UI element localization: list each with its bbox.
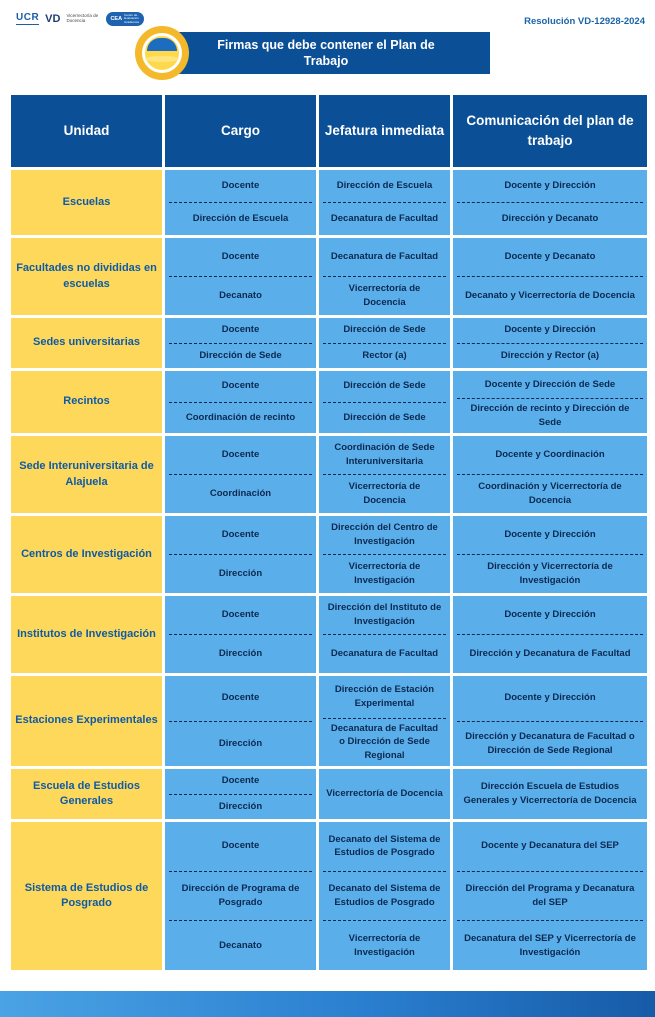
comunicacion-cell [453, 238, 647, 315]
cargo-entry: Coordinación de recinto [169, 402, 312, 434]
cargo-entry: Dirección [169, 794, 312, 820]
table-row [11, 822, 647, 970]
cargo-entry: Docente [221, 380, 260, 392]
unit-cell: Recintos [11, 371, 162, 433]
table-row [11, 238, 647, 315]
comunicacion-entry: Dirección y Vicerrectoría de Investigación [457, 554, 643, 593]
column-header-comunicacion: Comunicación del plan de trabajo [453, 95, 647, 167]
ucr-logo: UCR [16, 12, 40, 23]
comunicacion-entry: Docente y Decanato [504, 251, 596, 263]
jefatura-entry: Vicerrectoría de Investigación [323, 554, 446, 593]
cargo-entry: Decanato [169, 276, 312, 315]
comunicacion-entry: Dirección y Decanato [457, 202, 643, 235]
cargo-entry: Docente [221, 609, 260, 621]
jefatura-entry: Dirección del Centro de Investigación [331, 522, 438, 547]
title-banner [162, 32, 490, 74]
cea-logo-label: CEA [110, 16, 123, 22]
cargo-cell [165, 170, 316, 235]
table-row [11, 596, 647, 673]
unit-cell: Sedes universitarias [11, 318, 162, 368]
table-header-row [11, 95, 647, 167]
table-row [11, 769, 647, 819]
table-row [11, 371, 647, 433]
comunicacion-cell [453, 769, 647, 819]
table-row [11, 516, 647, 593]
column-header-unidad: Unidad [11, 95, 162, 167]
cargo-entry: Dirección [169, 721, 312, 767]
jefatura-entry: Dirección de Estación Experimental [334, 684, 435, 709]
jefatura-cell [319, 436, 450, 513]
jefatura-entry: Decanatura de Facultad [323, 202, 446, 235]
jefatura-entry: Dirección de Sede [343, 380, 426, 392]
cargo-cell [165, 822, 316, 970]
comunicacion-entry: Docente y Decanatura del SEP [481, 840, 619, 852]
jefatura-cell [319, 318, 450, 368]
vd-logo: VD [45, 13, 61, 25]
unit-cell: Escuela de Estudios Generales [11, 769, 162, 819]
table-row [11, 676, 647, 766]
cargo-entry: Decanato [169, 920, 312, 970]
graduation-cap-icon [135, 26, 189, 80]
signatures-table [8, 92, 650, 973]
cargo-entry: Docente [221, 251, 260, 263]
comunicacion-entry: Docente y Dirección [504, 609, 596, 621]
cargo-entry: Dirección [169, 554, 312, 593]
comunicacion-entry: Dirección Escuela de Estudios Generales y Vicerrectoría de Docencia [463, 781, 637, 806]
cargo-entry: Coordinación [169, 474, 312, 513]
comunicacion-entry: Dirección del Programa y Decanatura del SEP [457, 871, 643, 921]
jefatura-entry: Coordinación de Sede Interuniversitaria [334, 442, 435, 467]
vd-logo-text: Vicerrectoría de Docencia [66, 13, 99, 23]
jefatura-entry: Dirección de Sede [323, 402, 446, 434]
cargo-entry: Dirección de Programa de Posgrado [169, 871, 312, 921]
comunicacion-cell [453, 596, 647, 673]
page-title: Firmas que debe contener el Plan de Trabajo [217, 37, 435, 68]
unit-cell: Estaciones Experimentales [11, 676, 162, 766]
jefatura-entry: Vicerrectoría de Docencia [323, 474, 446, 513]
cargo-cell [165, 371, 316, 433]
table-row [11, 318, 647, 368]
cargo-cell [165, 516, 316, 593]
jefatura-cell [319, 596, 450, 673]
comunicacion-cell [453, 170, 647, 235]
cargo-cell [165, 596, 316, 673]
jefatura-entry: Dirección de Sede [343, 324, 426, 336]
cargo-entry: Docente [221, 692, 260, 704]
jefatura-entry: Dirección del Instituto de Investigación [327, 602, 442, 627]
unit-cell: Facultades no divididas en escuelas [11, 238, 162, 315]
comunicacion-cell [453, 516, 647, 593]
comunicacion-entry: Coordinación y Vicerrectoría de Docencia [457, 474, 643, 513]
cargo-entry: Docente [221, 840, 260, 852]
jefatura-entry: Decanato del Sistema de Estudios de Posgrado [323, 871, 446, 921]
comunicacion-entry: Docente y Dirección [504, 529, 596, 541]
jefatura-entry: Decanatura de Facultad o Dirección de Sede Regional [323, 718, 446, 766]
comunicacion-entry: Docente y Dirección [504, 324, 596, 336]
column-header-jefatura: Jefatura inmediata [319, 95, 450, 167]
comunicacion-entry: Docente y Dirección [504, 692, 596, 704]
cargo-cell [165, 676, 316, 766]
unit-cell: Sede Interuniversitaria de Alajuela [11, 436, 162, 513]
comunicacion-cell [453, 371, 647, 433]
jefatura-cell [319, 676, 450, 766]
comunicacion-cell [453, 318, 647, 368]
comunicacion-entry: Docente y Dirección [504, 180, 596, 192]
comunicacion-entry: Decanatura del SEP y Vicerrectoría de Investigación [457, 920, 643, 970]
jefatura-entry: Decanatura de Facultad [323, 634, 446, 673]
cargo-entry: Docente [221, 529, 260, 541]
cargo-cell [165, 769, 316, 819]
header-logos [16, 10, 144, 28]
jefatura-entry: Vicerrectoría de Docencia [323, 276, 446, 315]
table-row [11, 436, 647, 513]
comunicacion-entry: Dirección y Decanatura de Facultad o Dirección de Sede Regional [457, 721, 643, 767]
footer-bar [0, 991, 655, 1017]
unit-cell: Sistema de Estudios de Posgrado [11, 822, 162, 970]
jefatura-entry: Vicerrectoría de Investigación [323, 920, 446, 970]
jefatura-entry: Dirección de Escuela [336, 180, 433, 192]
comunicacion-entry: Decanato y Vicerrectoría de Docencia [457, 276, 643, 315]
cargo-cell [165, 238, 316, 315]
cargo-cell [165, 318, 316, 368]
jefatura-cell [319, 238, 450, 315]
jefatura-entry: Rector (a) [323, 343, 446, 369]
unit-cell: Institutos de Investigación [11, 596, 162, 673]
jefatura-entry: Vicerrectoría de Docencia [326, 788, 443, 800]
cargo-cell [165, 436, 316, 513]
cargo-entry: Docente [221, 324, 260, 336]
jefatura-cell [319, 769, 450, 819]
jefatura-cell [319, 371, 450, 433]
cea-logo [106, 12, 144, 26]
resolution-number: Resolución VD-12928-2024 [524, 16, 645, 27]
cargo-entry: Dirección de Sede [169, 343, 312, 369]
jefatura-entry: Decanatura de Facultad [330, 251, 439, 263]
comunicacion-entry: Dirección de recinto y Dirección de Sede [457, 398, 643, 433]
comunicacion-cell [453, 676, 647, 766]
comunicacion-entry: Docente y Coordinación [495, 449, 605, 461]
column-header-cargo: Cargo [165, 95, 316, 167]
comunicacion-cell [453, 822, 647, 970]
cargo-entry: Dirección de Escuela [169, 202, 312, 235]
cargo-entry: Dirección [169, 634, 312, 673]
cargo-entry: Docente [221, 775, 260, 787]
comunicacion-entry: Dirección y Decanatura de Facultad [457, 634, 643, 673]
jefatura-cell [319, 822, 450, 970]
table-row [11, 170, 647, 235]
cea-logo-subtitle: Centro de Evaluación Académica [124, 13, 139, 24]
unit-cell: Centros de Investigación [11, 516, 162, 593]
unit-cell: Escuelas [11, 170, 162, 235]
cargo-entry: Docente [221, 449, 260, 461]
jefatura-cell [319, 170, 450, 235]
cargo-entry: Docente [221, 180, 260, 192]
comunicacion-entry: Docente y Dirección de Sede [484, 378, 616, 390]
jefatura-cell [319, 516, 450, 593]
jefatura-entry: Decanato del Sistema de Estudios de Posgrado [328, 833, 441, 859]
comunicacion-entry: Dirección y Rector (a) [457, 343, 643, 369]
comunicacion-cell [453, 436, 647, 513]
